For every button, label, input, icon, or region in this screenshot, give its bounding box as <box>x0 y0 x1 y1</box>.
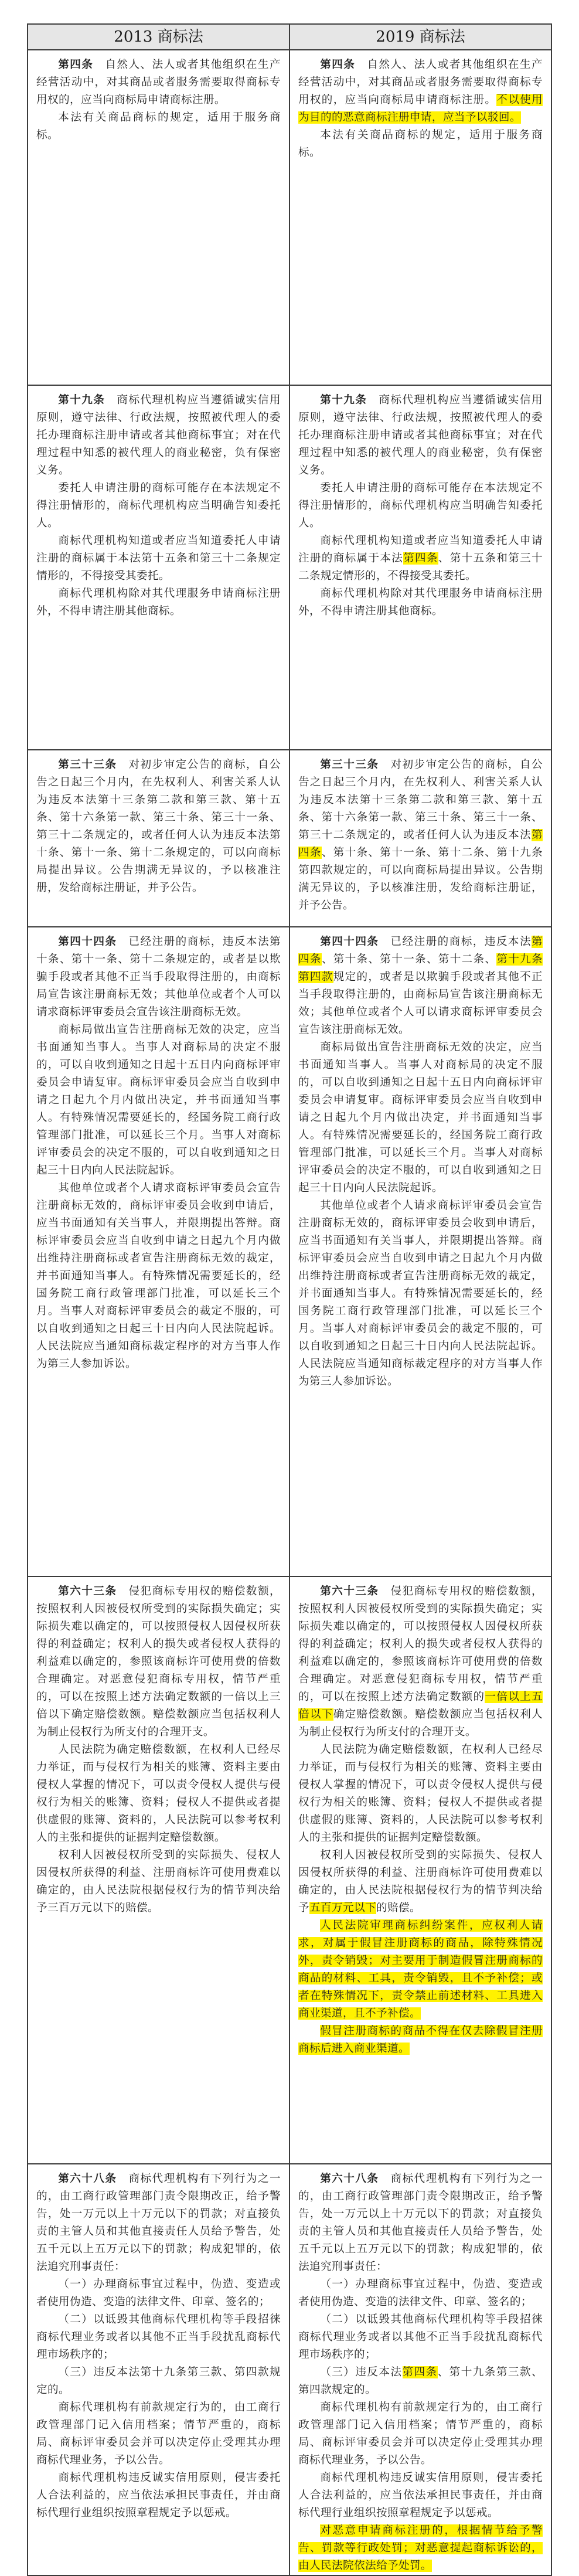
paragraph <box>36 2399 281 2469</box>
text-run: 侵犯商标专用权的赔偿数额，按照权利人因被侵权所受到的实际损失确定；实际损失难以确定的，可以按照侵权人因侵权所获得的利益确定；权利人的损失或者侵权人获得的利益难以确定的，参照该商标许可使用费的倍数合理确定。对恶意侵犯商标专用权，情节严重的，可以在按照上述方法确定数额的一倍以上三倍以下确定赔偿数额。赔偿数额应当包括权利人为制止侵权行为所支付的合理开支。 <box>36 1585 281 1738</box>
text-run: （一）办理商标事宜过程中，伪造、变造或者使用伪造、变造的法律文件、印章、签名的； <box>36 2278 281 2308</box>
paragraph <box>298 2023 543 2058</box>
article-number: 第六十八条 <box>320 2173 379 2185</box>
paragraph <box>298 1197 543 1391</box>
paragraph <box>36 2364 281 2399</box>
text-run: 已经注册的商标，违反本法第十条、第十一条、第十二条规定的，或者是以欺骗手段或者其他不正当手段取得注册的，由商标局宣告该注册商标无效；其他单位或者个人可以请求商标评审委员会宣告该注册商标无效。 <box>36 936 281 1018</box>
text-run: （三）违反本法第十九条第三款、第四款规定的。 <box>36 2366 281 2396</box>
paragraph <box>36 56 281 109</box>
cell-2013 <box>28 386 289 749</box>
text-run: 商标代理机构除对其代理服务申请商标注册外，不得申请注册其他商标。 <box>298 587 543 617</box>
text-run: 对初步审定公告的商标，自公告之日起三个月内，在先权利人、利害关系人认为违反本法第十三条第二款和第三款、第十五条、第十六条第一款、第三十条、第三十一条、第三十二条规定的，或者任何人认为违反本法第十条、第十一条、第十二条规定的，可以向商标局提出异议。公告期满无异议的，予以核准注册，发给商标注册证，并予公告。 <box>36 759 281 894</box>
comparison-table <box>27 23 552 2576</box>
paragraph <box>298 392 543 480</box>
text-run: 商标代理机构有前款规定行为的，由工商行政管理部门记入信用档案；情节严重的，商标局、商标评审委员会并可以决定停止受理其办理商标代理业务，予以公告。 <box>36 2401 281 2466</box>
text-run: 、第十条、第十一条、第十二条、第十九条第四款规定的，可以向商标局提出异议。公告期满无异议的，予以核准注册，发给商标注册证，并予公告。 <box>298 847 543 912</box>
paragraph <box>36 933 281 1021</box>
paragraph <box>298 2170 543 2276</box>
paragraph <box>298 2276 543 2311</box>
paragraph <box>36 585 281 620</box>
article-number: 第三十三条 <box>58 759 117 771</box>
text-run: （二）以诋毁其他商标代理机构等手段招徕商标代理业务或者以其他不正当手段扰乱商标代理市场秩序的； <box>36 2313 281 2361</box>
text-run: 商标代理机构除对其代理服务申请商标注册外，不得申请注册其他商标。 <box>36 587 281 617</box>
text-run: 人民法院为确定赔偿数额，在权利人已经尽力举证，而与侵权行为相关的账簿、资料主要由侵权人掌握的情况下，可以责令侵权人提供与侵权行为相关的账簿、资料；侵权人不提供或者提供虚假的账簿、资料的，人民法院可以参考权利人的主张和提供的证据判定赔偿数额。 <box>298 1744 543 1844</box>
text-run: （三）违反本法 <box>320 2366 403 2378</box>
article-row-33 <box>28 750 551 927</box>
highlighted-change: 第十九条第四款 <box>298 953 543 983</box>
cell-2019 <box>289 386 551 749</box>
paragraph <box>298 2311 543 2364</box>
paragraph <box>36 1583 281 1741</box>
text-run: 商标代理机构违反诚实信用原则，侵害委托人合法利益的，应当依法承担民事责任，并由商标代理行业组织按照章程规定予以惩戒。 <box>36 2472 281 2519</box>
text-run: 已经注册的商标，违反本法 <box>379 936 532 948</box>
text-run: 、第十五条和第三十二条规定情形的，不得接受其委托。 <box>298 552 543 582</box>
text-run: 规定的，或者是以欺骗手段或者其他不正当手段取得注册的，由商标局宣告该注册商标无效；其他单位或者个人可以请求商标评审委员会宣告该注册商标无效。 <box>298 971 543 1036</box>
paragraph <box>298 2469 543 2522</box>
text-run: 自然人、法人或者其他组织在生产经营活动中，对其商品或者服务需要取得商标专用权的，应当向商标局申请商标注册。 <box>36 59 281 106</box>
cell-2019 <box>289 927 551 1576</box>
highlighted-change: 假冒注册商标的商品不得在仅去除假冒注册商标后进入商业渠道。 <box>298 2025 543 2055</box>
cell-2013 <box>28 750 289 926</box>
paragraph <box>298 933 543 1039</box>
paragraph <box>36 2276 281 2311</box>
text-run: 本法有关商品商标的规定，适用于服务商标。 <box>36 111 281 141</box>
text-run: 人民法院为确定赔偿数额，在权利人已经尽力举证，而与侵权行为相关的账簿、资料主要由侵权人掌握的情况下，可以责令侵权人提供与侵权行为相关的账簿、资料；侵权人不提供或者提供虚假的账簿、资料的，人民法院可以参考权利人的主张和提供的证据判定赔偿数额。 <box>36 1744 281 1844</box>
highlighted-change: 一倍以上五倍以下 <box>298 1691 543 1721</box>
highlighted-change: 五百万元以下 <box>309 1902 376 1914</box>
paragraph <box>298 56 543 127</box>
text-run: 其他单位或者个人请求商标评审委员会宣告注册商标无效的，商标评审委员会收到申请后，应当书面通知有关当事人，并限期提出答辩。商标评审委员会应当自收到申请之日起九个月内做出维持注册商标或者宣告注册商标无效的裁定，并书面通知当事人。有特殊情况需要延长的，经国务院工商行政管理部门批准，可以延长三个月。当事人对商标评审委员会的裁定不服的，可以自收到通知之日起三十日内向人民法院起诉。人民法院应当通知商标裁定程序的对方当事人作为第三人参加诉讼。 <box>298 1199 543 1388</box>
text-run: 商标代理机构有前款规定行为的，由工商行政管理部门记入信用档案；情节严重的，商标局、商标评审委员会并可以决定停止受理其办理商标代理业务，予以公告。 <box>298 2401 543 2466</box>
text-run: 本法有关商品商标的规定，适用于服务商标。 <box>298 129 543 159</box>
table-header <box>28 25 551 50</box>
text-run: 商标代理机构知道或者应当知道委托人申请注册的商标属于本法第十五条和第三十二条规定情形的，不得接受其委托。 <box>36 535 281 582</box>
cell-2013 <box>28 927 289 1576</box>
text-run: 权利人因被侵权所受到的实际损失、侵权人因侵权所获得的利益、注册商标许可使用费难以确定的，由人民法院根据侵权行为的情节判决给予 <box>298 1849 543 1914</box>
paragraph <box>36 392 281 480</box>
paragraph <box>36 2170 281 2276</box>
paragraph <box>298 2364 543 2399</box>
highlighted-change: 人民法院审理商标纠纷案件，应权利人请求，对属于假冒注册商标的商品，除特殊情况外，责令销毁；对主要用于制造假冒注册商标的商品的材料、工具，责令销毁，且不予补偿；或者在特殊情况下，责令禁止前述材料、工具进入商业渠道，且不予补偿。 <box>298 1919 543 2020</box>
paragraph <box>36 1021 281 1180</box>
paragraph <box>36 2469 281 2522</box>
article-number: 第六十三条 <box>58 1585 117 1598</box>
paragraph <box>298 756 543 915</box>
cell-2013 <box>28 50 289 385</box>
text-run: 、第十条、第十一条、第十二条、 <box>321 953 497 966</box>
column-header-2019: 2019 商标法 <box>289 25 551 49</box>
cell-2019 <box>289 50 551 385</box>
highlighted-change: 第四条 <box>402 2366 438 2378</box>
text-run: 商标局做出宣告注册商标无效的决定，应当书面通知当事人。当事人对商标局的决定不服的，可以自收到通知之日起十五日内向商标评审委员会申请复审。商标评审委员会应当自收到申请之日起九个月内做出决定，并书面通知当事人。有特殊情况需要延长的，经国务院工商行政管理部门批准，可以延长三个月。当事人对商标评审委员会的决定不服的，可以自收到通知之日起三十日内向人民法院起诉。 <box>36 1024 281 1177</box>
paragraph <box>36 480 281 532</box>
paragraph <box>36 1847 281 1917</box>
highlighted-change: 第四条 <box>298 936 543 966</box>
article-row-44 <box>28 927 551 1577</box>
highlighted-change: 对恶意申请商标注册的，根据情节给予警告、罚款等行政处罚；对恶意提起商标诉讼的，由人民法院依法给予处罚。 <box>298 2524 543 2572</box>
text-run: 委托人申请注册的商标可能存在本法规定不得注册情形的，商标代理机构应当明确告知委托人。 <box>298 482 543 529</box>
cell-2019 <box>289 2164 551 2575</box>
table-body <box>28 50 551 2575</box>
text-run: 委托人申请注册的商标可能存在本法规定不得注册情形的，商标代理机构应当明确告知委托人。 <box>36 482 281 529</box>
article-number: 第十九条 <box>58 394 105 406</box>
cell-2013 <box>28 1577 289 2163</box>
paragraph <box>298 532 543 585</box>
paragraph <box>298 2399 543 2469</box>
article-number: 第四条 <box>320 59 356 71</box>
text-run: 商标代理机构违反诚实信用原则，侵害委托人合法利益的，应当依法承担民事责任，并由商标代理行业组织按照章程规定予以惩戒。 <box>298 2472 543 2519</box>
text-run: 的赔偿。 <box>376 1902 421 1914</box>
paragraph <box>298 1741 543 1847</box>
article-number: 第三十三条 <box>320 759 379 771</box>
paragraph <box>298 1847 543 1917</box>
cell-2019 <box>289 750 551 926</box>
text-run: 商标局做出宣告注册商标无效的决定，应当书面通知当事人。当事人对商标局的决定不服的，可以自收到通知之日起十五日内向商标评审委员会申请复审。商标评审委员会应当自收到申请之日起九个月内做出决定，并书面通知当事人。有特殊情况需要延长的，经国务院工商行政管理部门批准，可以延长三个月。当事人对商标评审委员会的决定不服的，可以自收到通知之日起三十日内向人民法院起诉。 <box>298 1041 543 1194</box>
paragraph <box>298 1583 543 1741</box>
text-run: 、第十九条第三款、第四款规定的。 <box>298 2366 543 2396</box>
text-run: （二）以诋毁其他商标代理机构等手段招徕商标代理业务或者以其他不正当手段扰乱商标代理市场秩序的； <box>298 2313 543 2361</box>
paragraph <box>298 2522 543 2575</box>
article-row-63 <box>28 1577 551 2164</box>
text-run: 商标代理机构应当遵循诚实信用原则，遵守法律、行政法规，按照被代理人的委托办理商标注册申请或者其他商标事宜；对在代理过程中知悉的被代理人的商业秘密，负有保密义务。 <box>36 394 281 477</box>
highlighted-change: 第四条 <box>403 552 438 565</box>
paragraph <box>36 109 281 144</box>
text-run: 对初步审定公告的商标，自公告之日起三个月内，在先权利人、利害关系人认为违反本法第十三条第二款和第三款、第十五条、第十六条第一款、第三十条、第三十一条、第三十二条规定的，或者任何人认为违反本法 <box>298 759 543 841</box>
text-run: 自然人、法人或者其他组织在生产经营活动中，对其商品或者服务需要取得商标专用权的，应当向商标局申请商标注册。 <box>298 59 543 106</box>
paragraph <box>298 127 543 162</box>
text-run: 商标代理机构应当遵循诚实信用原则，遵守法律、行政法规，按照被代理人的委托办理商标注册申请或者其他商标事宜；对在代理过程中知悉的被代理人的商业秘密，负有保密义务。 <box>298 394 543 477</box>
article-row-68 <box>28 2164 551 2575</box>
article-row-19 <box>28 386 551 750</box>
highlighted-change: 不以使用为目的的恶意商标注册申请，应当予以驳回。 <box>298 94 543 124</box>
column-header-2013: 2013 商标法 <box>28 25 289 49</box>
text-run: （一）办理商标事宜过程中，伪造、变造或者使用伪造、变造的法律文件、印章、签名的； <box>298 2278 543 2308</box>
article-number: 第十九条 <box>320 394 367 406</box>
cell-2013 <box>28 2164 289 2575</box>
paragraph <box>36 1180 281 1373</box>
text-run: 商标代理机构有下列行为之一的，由工商行政管理部门责令限期改正，给予警告，处一万元以上十万元以下的罚款；对直接负责的主管人员和其他直接责任人员给予警告，处五千元以上五万元以下的罚款；构成犯罪的，依法追究刑事责任： <box>36 2173 281 2273</box>
paragraph <box>298 585 543 620</box>
paragraph <box>36 532 281 585</box>
paragraph <box>36 1741 281 1847</box>
article-number: 第四十四条 <box>58 936 117 948</box>
text-run: 商标代理机构知道或者应当知道委托人申请注册的商标属于本法 <box>298 535 543 565</box>
paragraph <box>36 2311 281 2364</box>
highlighted-change: 第四条 <box>298 829 543 859</box>
article-number: 第六十三条 <box>320 1585 379 1598</box>
paragraph <box>298 480 543 532</box>
text-run: 侵犯商标专用权的赔偿数额，按照权利人因被侵权所受到的实际损失确定；实际损失难以确定的，可以按照侵权人因侵权所获得的利益确定；权利人的损失或者侵权人获得的利益难以确定的，参照该商标许可使用费的倍数合理确定。对恶意侵犯商标专用权，情节严重的，可以在按照上述方法确定数额的 <box>298 1585 543 1703</box>
paragraph <box>298 1917 543 2023</box>
article-number: 第四条 <box>58 59 94 71</box>
paragraph <box>298 1039 543 1197</box>
article-row-4 <box>28 50 551 386</box>
text-run: 其他单位或者个人请求商标评审委员会宣告注册商标无效的，商标评审委员会收到申请后，应当书面通知有关当事人，并限期提出答辩。商标评审委员会应当自收到申请之日起九个月内做出维持注册商标或者宣告注册商标无效的裁定，并书面通知当事人。有特殊情况需要延长的，经国务院工商行政管理部门批准，可以延长三个月。当事人对商标评审委员会的裁定不服的，可以自收到通知之日起三十日内向人民法院起诉。人民法院应当通知商标裁定程序的对方当事人作为第三人参加诉讼。 <box>36 1182 281 1370</box>
article-number: 第四十四条 <box>320 936 379 948</box>
cell-2019 <box>289 1577 551 2163</box>
article-number: 第六十八条 <box>58 2173 117 2185</box>
paragraph <box>36 756 281 897</box>
text-run: 权利人因被侵权所受到的实际损失、侵权人因侵权所获得的利益、注册商标许可使用费难以确定的，由人民法院根据侵权行为的情节判决给予三百万元以下的赔偿。 <box>36 1849 281 1914</box>
text-run: 商标代理机构有下列行为之一的，由工商行政管理部门责令限期改正，给予警告，处一万元以上十万元以下的罚款；对直接负责的主管人员和其他直接责任人员给予警告，处五千元以上五万元以下的罚款；构成犯罪的，依法追究刑事责任： <box>298 2173 543 2273</box>
text-run: 确定赔偿数额。赔偿数额应当包括权利人为制止侵权行为所支付的合理开支。 <box>298 1708 543 1738</box>
